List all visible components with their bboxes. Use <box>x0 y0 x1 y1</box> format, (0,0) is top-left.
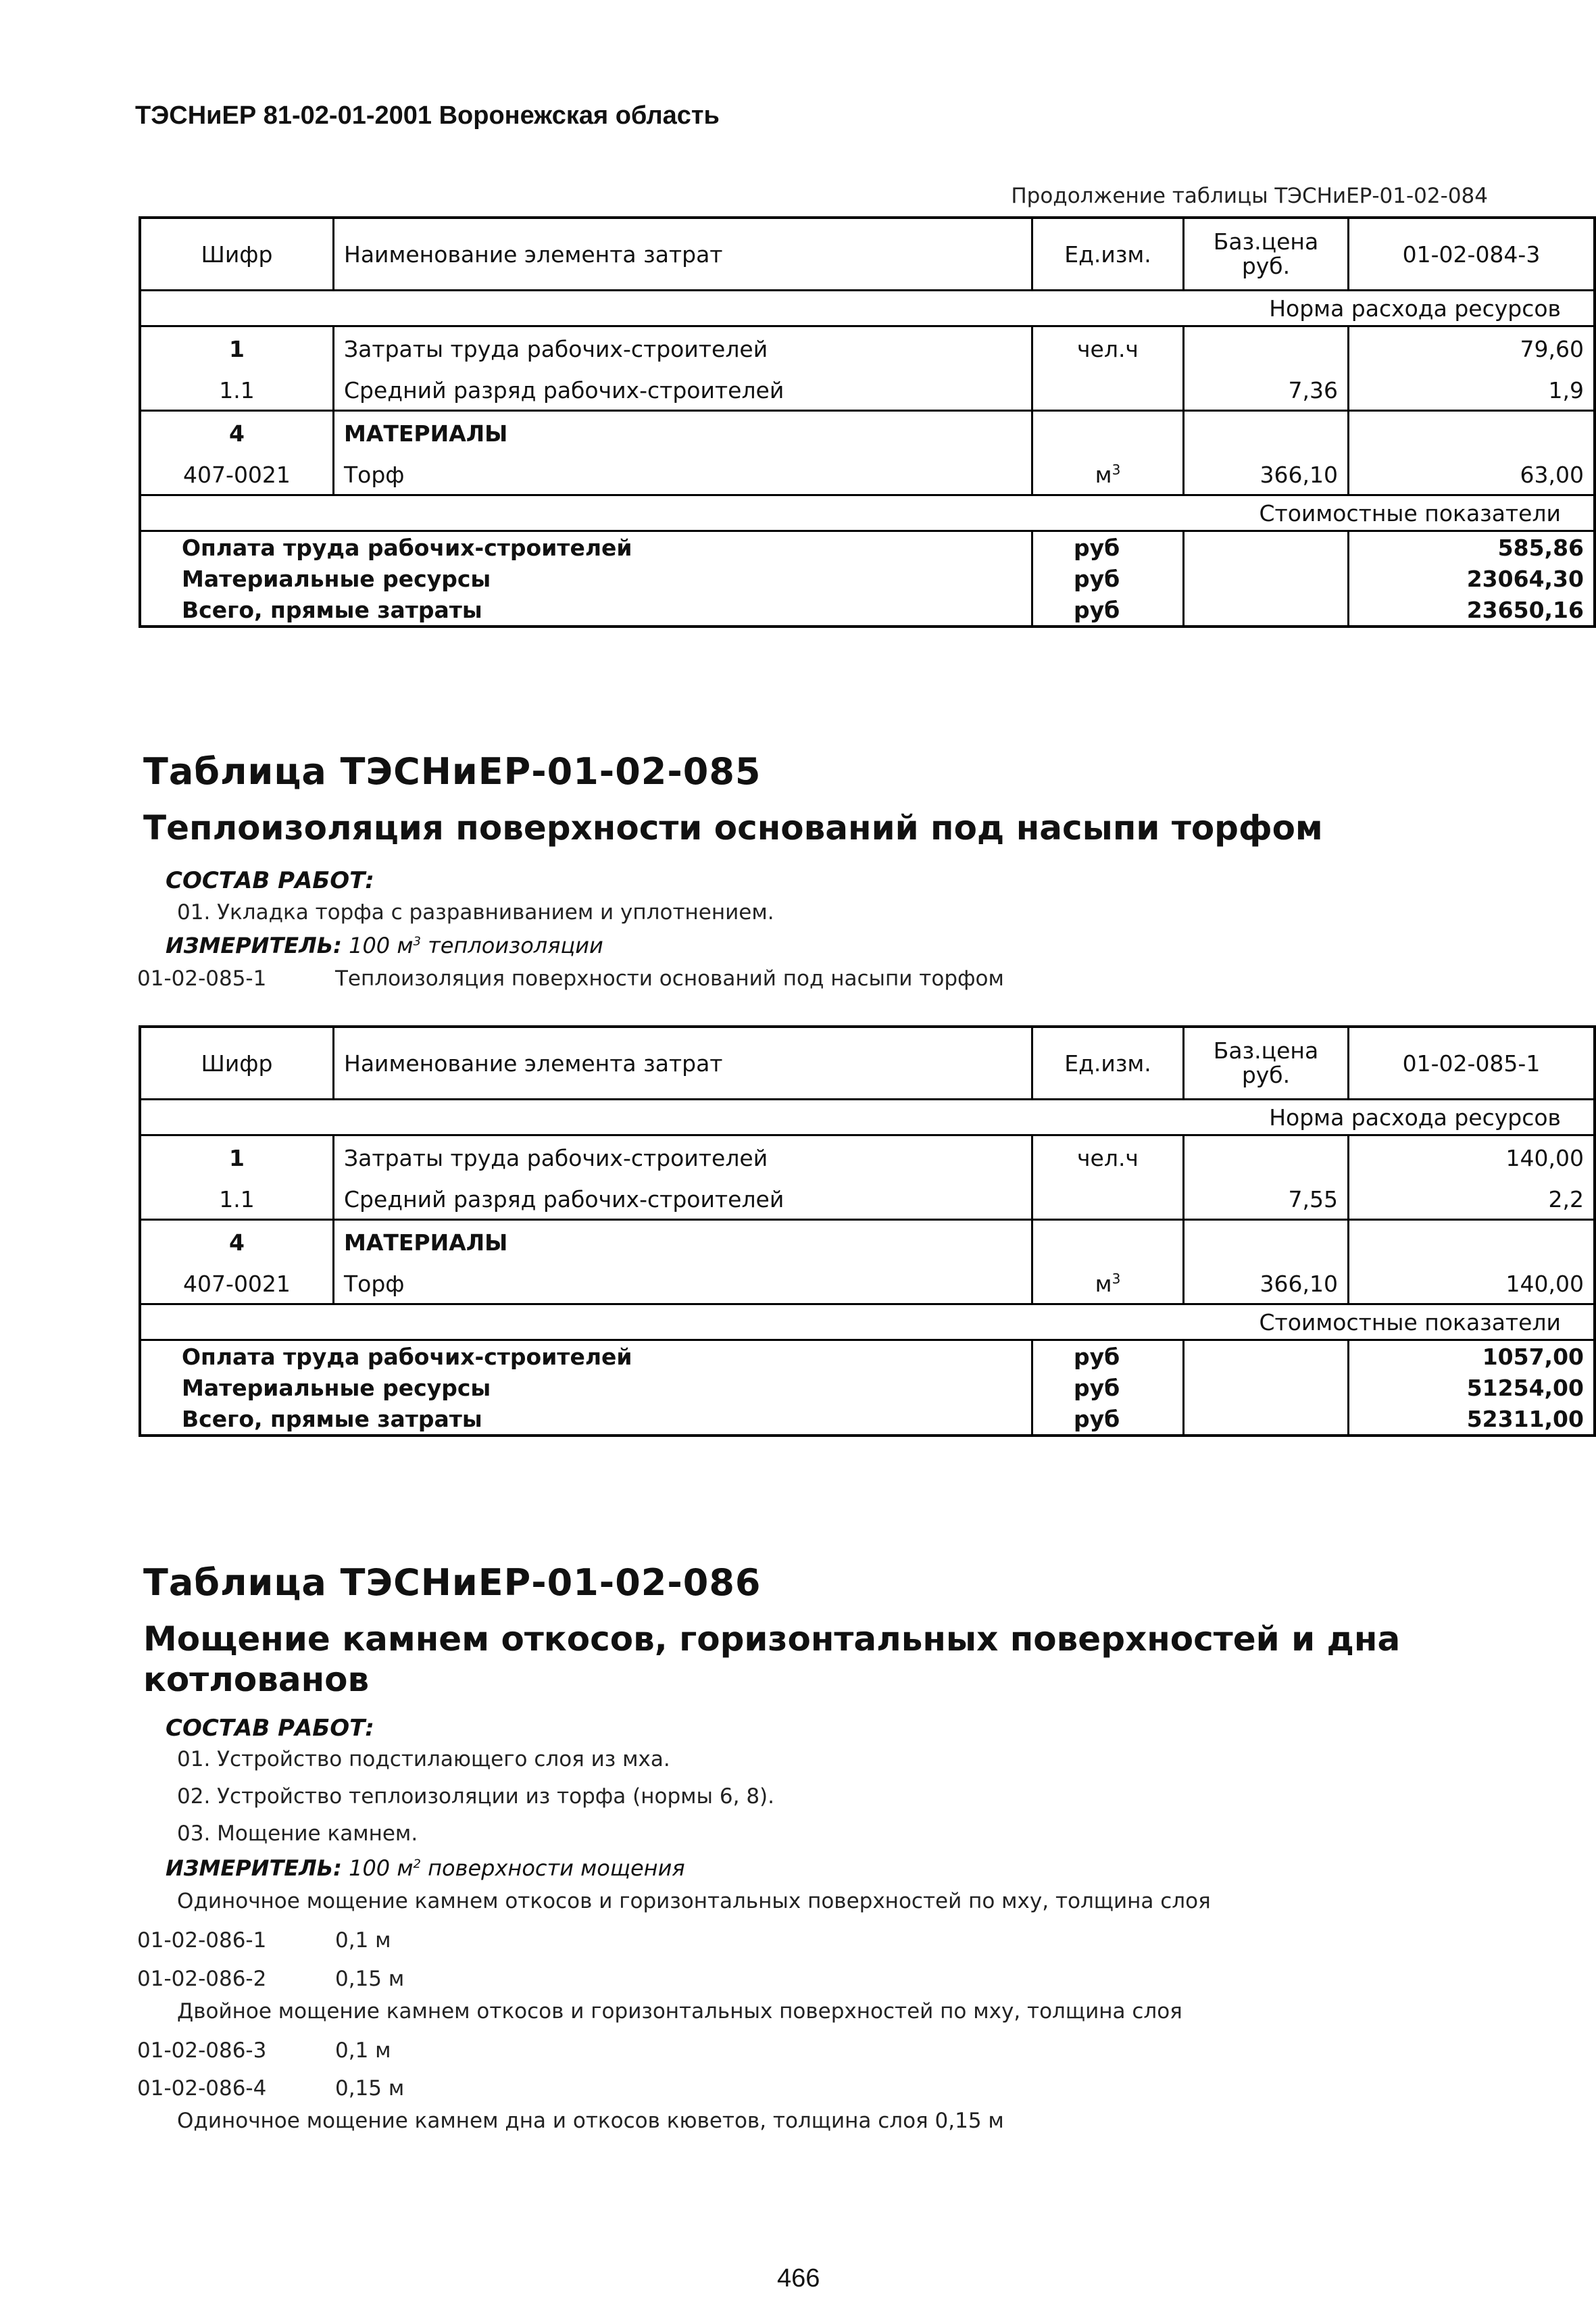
norm-code-value: 0,15 м <box>335 2076 405 2101</box>
table-subtitle-085: Теплоизоляция поверхности оснований под насыпи торфом <box>143 808 1323 848</box>
section-row-norm <box>140 291 1595 326</box>
row-name: Затраты труда рабочих-строителей <box>334 1135 1032 1180</box>
total-label: Оплата труда рабочих-строителей <box>140 1340 1032 1373</box>
norm-code: 01-02-086-1 <box>137 1928 267 1953</box>
row-code: 4 <box>140 411 334 456</box>
measure-value: 100 $м^2$ поверхности мощения <box>349 1855 685 1881</box>
measure-label: ИЗМЕРИТЕЛЬ: <box>166 933 342 958</box>
norm-code: 01-02-086-4 <box>137 2076 267 2101</box>
total-unit: руб <box>1032 594 1184 627</box>
work-item: 02. Устройство теплоизоляции из торфа (нормы 6, 8). <box>177 1784 774 1809</box>
row-value <box>1349 411 1595 456</box>
col-header-name: Наименование элемента затрат <box>334 1027 1032 1100</box>
col-header-unit: Ед.изм. <box>1032 218 1184 291</box>
col-header-code: Шифр <box>140 218 334 291</box>
row-price: 366,10 <box>1184 1264 1349 1304</box>
row-code: 4 <box>140 1220 334 1265</box>
table-row <box>140 370 1595 411</box>
row-value: 140,00 <box>1349 1135 1595 1180</box>
total-unit: руб <box>1032 531 1184 564</box>
norm-label: Норма расхода ресурсов <box>140 1100 1595 1135</box>
row-price <box>1184 1135 1349 1180</box>
row-price <box>1184 411 1349 456</box>
row-name: Затраты труда рабочих-строителей <box>334 326 1032 371</box>
norm-code-desc: Теплоизоляция поверхности оснований под насыпи торфом <box>335 966 1004 991</box>
work-item: 03. Мощение камнем. <box>177 1821 418 1846</box>
col-header-name: Наименование элемента затрат <box>334 218 1032 291</box>
col-header-unit: Ед.изм. <box>1032 1027 1184 1100</box>
norm-code-line <box>137 966 1004 991</box>
table-row <box>140 1135 1595 1180</box>
measure-085 <box>166 933 603 958</box>
work-item: 01. Укладка торфа с разравниванием и уплотнением. <box>177 900 774 925</box>
row-value: 79,60 <box>1349 326 1595 371</box>
row-code: 407-0021 <box>140 455 334 495</box>
row-code: 407-0021 <box>140 1264 334 1304</box>
row-price: 366,10 <box>1184 455 1349 495</box>
table-row <box>140 411 1595 456</box>
table-header-row <box>140 218 1595 291</box>
work-item: 01. Устройство подстилающего слоя из мха. <box>177 1747 670 1771</box>
cost-table-085 <box>139 1025 1596 1437</box>
totals-row <box>140 1340 1595 1373</box>
totals-row <box>140 1372 1595 1403</box>
row-price: 7,36 <box>1184 370 1349 411</box>
total-unit: руб <box>1032 563 1184 594</box>
row-value: 63,00 <box>1349 455 1595 495</box>
row-value: 1,9 <box>1349 370 1595 411</box>
total-label: Материальные ресурсы <box>140 1372 1032 1403</box>
row-name: МАТЕРИАЛЫ <box>334 411 1032 456</box>
row-code: 1.1 <box>140 370 334 411</box>
total-value: 585,86 <box>1349 531 1595 564</box>
norm-code: 01-02-086-3 <box>137 2038 267 2063</box>
row-value: 140,00 <box>1349 1264 1595 1304</box>
row-unit <box>1032 1220 1184 1265</box>
row-name: Средний разряд рабочих-строителей <box>334 370 1032 411</box>
total-label: Всего, прямые затраты <box>140 594 1032 627</box>
table-title-085: Таблица ТЭСНиЕР-01-02-085 <box>143 750 762 793</box>
table-row <box>140 455 1595 495</box>
norm-code: 01-02-085-1 <box>137 966 267 991</box>
norm-code: 01-02-086-2 <box>137 1967 267 1991</box>
norm-label: Норма расхода ресурсов <box>140 291 1595 326</box>
total-label: Материальные ресурсы <box>140 563 1032 594</box>
norm-code-line <box>137 1928 391 1953</box>
table-row <box>140 1179 1595 1220</box>
row-unit: чел.ч <box>1032 326 1184 371</box>
totals-row <box>140 1403 1595 1436</box>
row-name: Средний разряд рабочих-строителей <box>334 1179 1032 1220</box>
row-code: 1 <box>140 326 334 371</box>
sostav-label-085: СОСТАВ РАБОТ: <box>166 867 374 894</box>
row-value <box>1349 1220 1595 1265</box>
col-header-id: 01-02-085-1 <box>1349 1027 1595 1100</box>
page-header: ТЭСНиЕР 81-02-01-2001 Воронежская область <box>135 101 720 130</box>
table-row <box>140 1220 1595 1265</box>
col-header-id: 01-02-084-3 <box>1349 218 1595 291</box>
totals-row <box>140 563 1595 594</box>
row-price <box>1184 326 1349 371</box>
section-row-cost <box>140 1304 1595 1340</box>
total-unit: руб <box>1032 1372 1184 1403</box>
group-description: Одиночное мощение камнем дна и откосов кюветов, толщина слоя 0,15 м <box>177 2109 1004 2133</box>
total-unit: руб <box>1032 1340 1184 1373</box>
total-value: 23064,30 <box>1349 563 1595 594</box>
row-value: 2,2 <box>1349 1179 1595 1220</box>
table-header-row <box>140 1027 1595 1100</box>
table-title-086: Таблица ТЭСНиЕР-01-02-086 <box>143 1561 762 1604</box>
norm-code-line <box>137 2038 391 2063</box>
total-value: 52311,00 <box>1349 1403 1595 1436</box>
cost-label: Стоимостные показатели <box>140 1304 1595 1340</box>
cost-table-084 <box>139 216 1596 628</box>
section-row-norm <box>140 1100 1595 1135</box>
row-name: МАТЕРИАЛЫ <box>334 1220 1032 1265</box>
measure-value: 100 $м^3$ теплоизоляции <box>349 933 603 958</box>
col-header-code: Шифр <box>140 1027 334 1100</box>
row-code: 1 <box>140 1135 334 1180</box>
page-number: 466 <box>777 2264 820 2293</box>
totals-row <box>140 531 1595 564</box>
total-label: Оплата труда рабочих-строителей <box>140 531 1032 564</box>
row-unit <box>1032 1179 1184 1220</box>
table-subtitle-086: Мощение камнем откосов, горизонтальных поверхностей и дна котлованов <box>143 1619 1401 1699</box>
group-description: Одиночное мощение камнем откосов и горизонтальных поверхностей по мху, толщина слоя <box>177 1889 1211 1913</box>
norm-code-value: 0,1 м <box>335 2038 391 2063</box>
table-row <box>140 326 1595 371</box>
total-value: 1057,00 <box>1349 1340 1595 1373</box>
total-value: 23650,16 <box>1349 594 1595 627</box>
row-code: 1.1 <box>140 1179 334 1220</box>
measure-label: ИЗМЕРИТЕЛЬ: <box>166 1855 342 1881</box>
row-unit <box>1032 370 1184 411</box>
row-price: 7,55 <box>1184 1179 1349 1220</box>
totals-row <box>140 594 1595 627</box>
table-row <box>140 1264 1595 1304</box>
norm-code-line <box>137 1967 404 1991</box>
group-description: Двойное мощение камнем откосов и горизонтальных поверхностей по мху, толщина слоя <box>177 1999 1182 2024</box>
row-price <box>1184 1220 1349 1265</box>
norm-code-line <box>137 2076 404 2101</box>
section-row-cost <box>140 495 1595 531</box>
table-continuation-caption: Продолжение таблицы ТЭСНиЕР-01-02-084 <box>1011 184 1488 208</box>
row-unit: чел.ч <box>1032 1135 1184 1180</box>
col-header-price: Баз.цена руб. <box>1184 218 1349 291</box>
total-unit: руб <box>1032 1403 1184 1436</box>
cost-label: Стоимостные показатели <box>140 495 1595 531</box>
total-label: Всего, прямые затраты <box>140 1403 1032 1436</box>
row-unit: $м^3$ <box>1032 1264 1184 1304</box>
col-header-price: Баз.цена руб. <box>1184 1027 1349 1100</box>
norm-code-value: 0,1 м <box>335 1928 391 1953</box>
row-unit: $м^3$ <box>1032 455 1184 495</box>
norm-code-value: 0,15 м <box>335 1967 405 1991</box>
row-name: Торф <box>334 455 1032 495</box>
sostav-label-086: СОСТАВ РАБОТ: <box>166 1715 374 1742</box>
total-value: 51254,00 <box>1349 1372 1595 1403</box>
measure-086 <box>166 1855 685 1881</box>
row-name: Торф <box>334 1264 1032 1304</box>
row-unit <box>1032 411 1184 456</box>
